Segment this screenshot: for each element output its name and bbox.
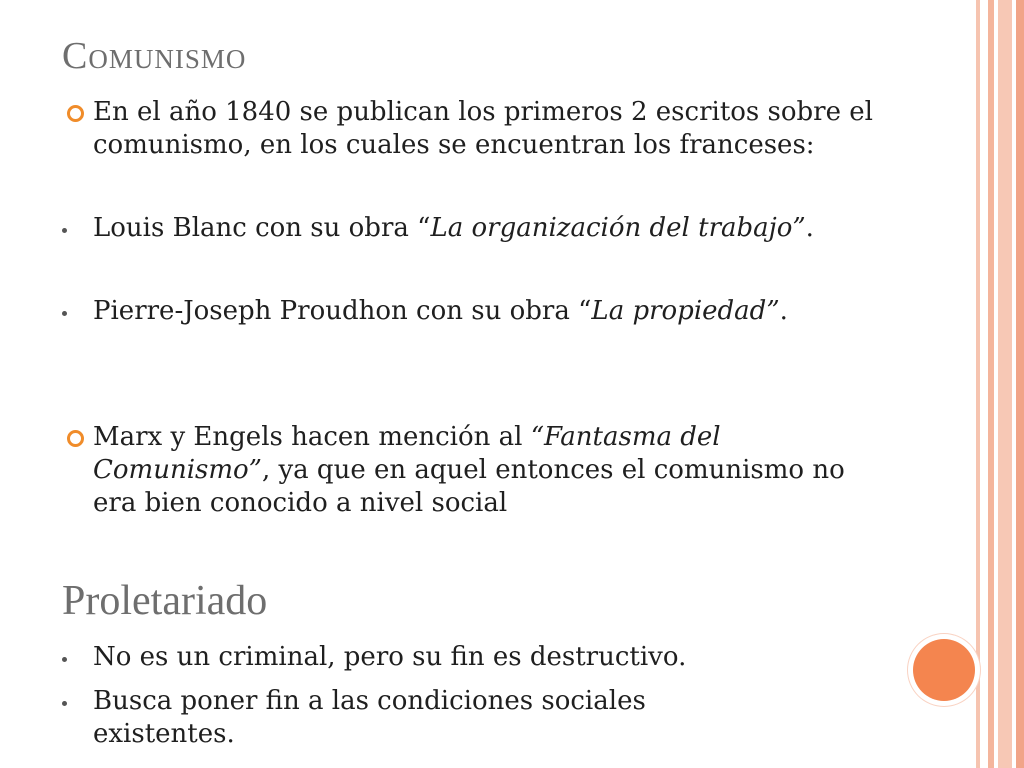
decorative-stripes	[976, 0, 1024, 768]
list-item-6: Busca poner fin a las condiciones sociales existentes.	[93, 686, 646, 749]
list-item-1: En el año 1840 se publican los primeros 2 escritos sobre el comunismo, en los cuales se encuentran los franceses:	[93, 97, 873, 160]
section-title-comunismo: Comunismo	[62, 35, 247, 77]
decorative-circle	[913, 639, 975, 701]
item-text: Louis Blanc con su obra “	[93, 213, 431, 243]
list-item-2	[93, 212, 893, 245]
item-text: Marx y Engels hacen mención al	[93, 422, 531, 452]
list-item-3	[93, 295, 893, 328]
work-title: La organización del trabajo”	[430, 213, 806, 243]
stripe	[1016, 0, 1024, 768]
bullet-dot-icon	[62, 657, 67, 662]
item-text: Pierre-Joseph Proudhon con su obra “	[93, 296, 592, 326]
list-item-5: No es un criminal, pero su fin es destructivo.	[93, 642, 687, 672]
bullet-dot-icon	[62, 701, 67, 706]
section-title-proletariado: Proletariado	[62, 578, 268, 624]
bullet-ring-icon	[67, 430, 84, 447]
quote: “Fantasma del Comunismo”	[93, 422, 721, 485]
item-text: .	[779, 296, 788, 326]
bullet-dot-icon	[62, 311, 67, 316]
stripe	[980, 0, 988, 768]
stripe	[998, 0, 1012, 768]
work-title: La propiedad”	[591, 296, 780, 326]
bullet-ring-icon	[67, 105, 84, 122]
item-text: , ya que en aquel entonces el comunismo no era bien conocido a nivel social	[93, 455, 845, 518]
bullet-dot-icon	[62, 228, 67, 233]
list-item-4	[93, 421, 893, 520]
item-text: .	[805, 213, 814, 243]
